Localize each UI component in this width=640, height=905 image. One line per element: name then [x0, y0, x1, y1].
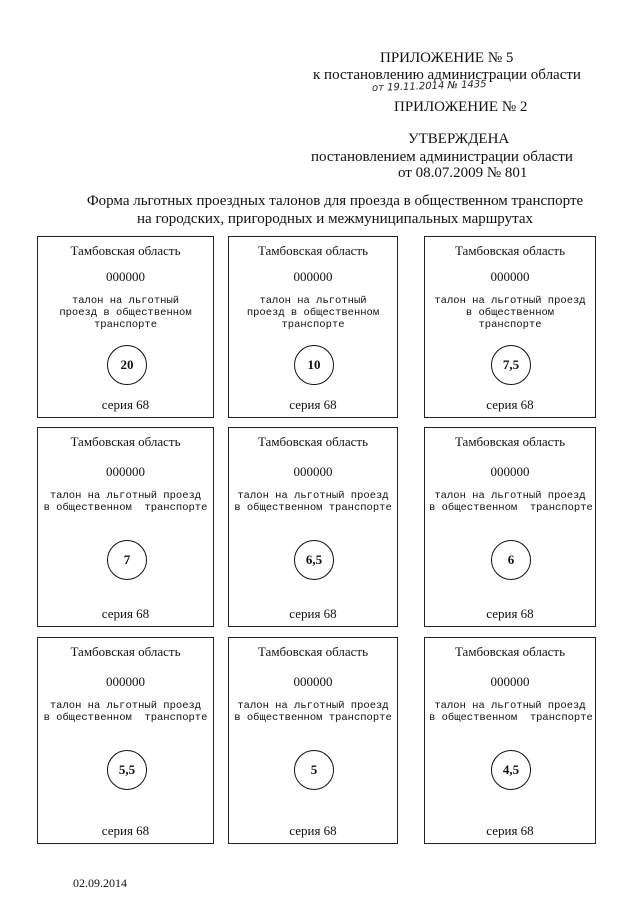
- approved-by-resolution: постановлением администрации области: [311, 149, 573, 165]
- ticket-description: [42, 295, 209, 331]
- ticket-description: [233, 295, 393, 331]
- ticket-series: серия 68: [289, 606, 337, 621]
- appendix-5-heading: ПРИЛОЖЕНИЕ № 5: [380, 50, 514, 66]
- travel-ticket: [228, 427, 398, 627]
- ticket-number: 000000: [106, 269, 145, 284]
- ticket-description: [429, 295, 591, 331]
- ticket-description-line: талон на льготный проезд: [237, 700, 389, 712]
- ticket-description-line: в общественном транспорте: [43, 502, 208, 514]
- ticket-region: Тамбовская область: [70, 644, 181, 659]
- ticket-description-line: в общественном транспорте: [43, 712, 208, 724]
- ticket-description: [429, 700, 591, 724]
- ticket-description-line: талон на льготный проезд: [434, 700, 586, 712]
- ticket-description-line: в общественном транспорте: [234, 712, 392, 724]
- ticket-number: 000000: [490, 674, 530, 689]
- ticket-description-line: транспорте: [93, 319, 157, 331]
- footer-date: 02.09.2014: [73, 876, 127, 890]
- ticket-description-line: проезд в общественном: [246, 307, 380, 319]
- ticket-description: [429, 490, 591, 514]
- ticket-region: Тамбовская область: [257, 434, 369, 449]
- ticket-value-circle: 20: [107, 345, 147, 385]
- travel-ticket: [228, 637, 398, 844]
- travel-ticket: [424, 427, 596, 627]
- ticket-description-line: в общественном транспорте: [429, 502, 593, 514]
- handwritten-date-number: от 19.11.2014 № 1435: [371, 79, 487, 94]
- ticket-series: серия 68: [289, 397, 337, 412]
- ticket-description-line: в общественном: [465, 307, 555, 319]
- ticket-number: 000000: [293, 269, 333, 284]
- ticket-series: серия 68: [486, 823, 534, 838]
- ticket-region: Тамбовская область: [454, 434, 566, 449]
- ticket-number: 000000: [293, 464, 333, 479]
- resolution-reference: к постановлению администрации области: [313, 67, 581, 83]
- ticket-region: Тамбовская область: [257, 644, 369, 659]
- ticket-series: серия 68: [289, 823, 337, 838]
- ticket-region: Тамбовская область: [257, 243, 369, 258]
- travel-ticket: [37, 236, 214, 418]
- travel-ticket: [424, 236, 596, 418]
- ticket-description-line: проезд в общественном: [59, 307, 192, 319]
- ticket-description-line: транспорте: [478, 319, 542, 331]
- ticket-number: 000000: [293, 674, 333, 689]
- ticket-value-circle: 5,5: [107, 750, 147, 790]
- ticket-series: серия 68: [486, 606, 534, 621]
- ticket-description-line: талон на льготный проезд: [434, 490, 586, 502]
- ticket-number: 000000: [106, 464, 145, 479]
- travel-ticket: [37, 637, 214, 844]
- ticket-region: Тамбовская область: [70, 243, 181, 258]
- ticket-value-circle: 7: [107, 540, 147, 580]
- ticket-value-circle: 10: [294, 345, 334, 385]
- ticket-description: [42, 490, 209, 514]
- ticket-description-line: талон на льготный проезд: [49, 490, 202, 502]
- ticket-description-line: талон на льготный проезд: [434, 295, 586, 307]
- ticket-series: серия 68: [101, 606, 150, 621]
- travel-ticket: [37, 427, 214, 627]
- travel-ticket: [228, 236, 398, 418]
- ticket-value-circle: 5: [294, 750, 334, 790]
- ticket-description-line: талон на льготный: [71, 295, 180, 307]
- appendix-2-heading: ПРИЛОЖЕНИЕ № 2: [394, 99, 528, 115]
- document-title-line-2: на городских, пригородных и межмуниципальных маршрутах: [137, 211, 533, 227]
- ticket-region: Тамбовская область: [70, 434, 181, 449]
- ticket-description-line: талон на льготный проезд: [49, 700, 202, 712]
- ticket-description-line: в общественном транспорте: [234, 502, 392, 514]
- approval-resolution-date: от 08.07.2009 № 801: [398, 165, 528, 181]
- ticket-description: [233, 490, 393, 514]
- ticket-description-line: талон на льготный: [259, 295, 367, 307]
- ticket-series: серия 68: [486, 397, 534, 412]
- approved-heading: УТВЕРЖДЕНА: [408, 131, 510, 147]
- travel-ticket: [424, 637, 596, 844]
- ticket-series: серия 68: [101, 397, 150, 412]
- document-title-line-1: Форма льготных проездных талонов для проезда в общественном транспорте: [86, 193, 584, 209]
- ticket-series: серия 68: [101, 823, 150, 838]
- ticket-description-line: транспорте: [281, 319, 345, 331]
- ticket-value-circle: 6: [491, 540, 531, 580]
- ticket-description-line: в общественном транспорте: [429, 712, 593, 724]
- ticket-number: 000000: [490, 464, 530, 479]
- ticket-number: 000000: [106, 674, 145, 689]
- ticket-value-circle: 4,5: [491, 750, 531, 790]
- ticket-value-circle: 6,5: [294, 540, 334, 580]
- ticket-description: [233, 700, 393, 724]
- ticket-region: Тамбовская область: [454, 644, 566, 659]
- ticket-description-line: талон на льготный проезд: [237, 490, 389, 502]
- ticket-description: [42, 700, 209, 724]
- ticket-value-circle: 7,5: [491, 345, 531, 385]
- ticket-number: 000000: [490, 269, 530, 284]
- ticket-region: Тамбовская область: [454, 243, 566, 258]
